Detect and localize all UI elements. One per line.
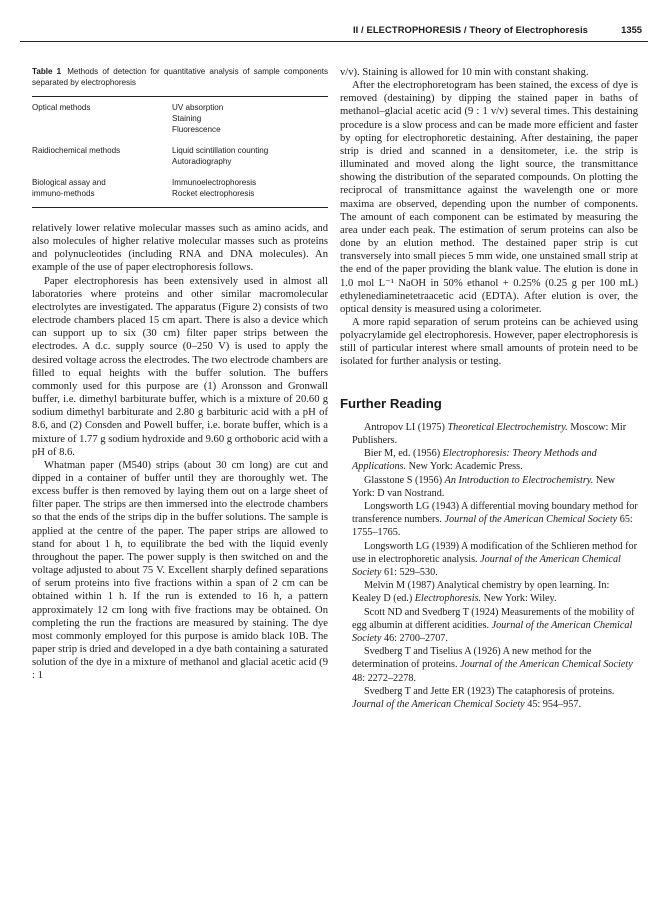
table-gap-cell <box>32 135 172 145</box>
reference-text: Longsworth LG (1943) A differential moving boundary method for transference numbers. <box>352 500 638 526</box>
reference-item <box>340 421 638 447</box>
category-line: Biological assay and <box>32 178 106 187</box>
further-reading-heading: Further Reading <box>340 395 442 411</box>
table-gap-cell <box>172 167 328 177</box>
body-paragraph: Whatman paper (M540) strips (about 30 cm long) are cut and dipped in a container of buffer until they are thoroughly wet. The excess buffer is then removed by laying them out on a large sheet of filter paper. The strips are then immersed into the electrode chambers so that the ends of the strips dip in the buffer solutions. The sample is applied at the centre of the paper. The paper strips are allowed to stand for about 1 h, to equilibrate the bed with the liquid evenly throughout the paper. The power supply is then switched on and the voltage adjusted to about 75 V. Excellent sharply defined separations of serum proteins into five fractions within a span of 2 cm can be obtained within 1 h. If the run is extended to 16 h, a pattern approximately 12 cm long with five fractions may be obtained. On completing the run the fractions are measured by staining. The dye most commonly employed for this purpose is amido black 10B. The paper strip is dried and developed in a dye bath containing a saturated solution of the dye in a mixture of methanol and glacial acetic acid (9 : 1 <box>32 459 328 682</box>
reference-item <box>340 540 638 580</box>
reference-source: Electrophoresis: Theory Methods and Applications. <box>352 448 597 473</box>
reference-item <box>340 606 638 646</box>
left-body-text <box>32 222 328 682</box>
reference-source: Journal of the American Chemical Society <box>444 514 618 526</box>
page-header <box>20 24 648 38</box>
reference-details: 61: 529–530. <box>381 566 438 578</box>
table-cell-methods <box>172 145 328 167</box>
reference-source: Journal of the American Chemical Society <box>352 553 621 578</box>
reference-details: 45: 954–957. <box>524 699 582 711</box>
body-paragraph: relatively lower relative molecular masses such as amino acids, and also molecules of higher relative molecular masses such as proteins and polynucleotides (including RNA and DNA molecules). An example of the use of paper electrophoresis follows. <box>32 223 328 274</box>
reference-details: 46: 2700–2707. <box>381 633 448 644</box>
category-line: Optical methods <box>32 103 91 112</box>
reference-details: New York: D van Nostrand. <box>352 474 616 499</box>
table-cell-methods <box>172 97 328 136</box>
reference-text: Glasstone S (1956) <box>364 474 445 486</box>
body-paragraph: Paper electrophoresis has been extensively used in almost all laboratories where proteins and other similar macromolecular electrolytes are investigated. The apparatus (Figure 2) consists of two electrode chambers placed 15 cm apart. There is also a device which can support up to six (30 cm) filter paper strips between the electrodes. A d.c. supply source (0–250 V) is used to apply the desired voltage across the electrodes. The two electrode chambers are filled to equal heights with the buffer solution. The buffers commonly used for this purpose are (1) Aronsson and Gronwall buffer, i.e. dimethyl barbiturate buffer, which is a mixture of 20.60 g sodium dimethyl barbiturate and 2.80 g barbituric acid with a pH of 8.6, and (2) Consden and Powell buffer, i.e. borate buffer, which is a mixture of 1.77 g sodium hydroxide and 9.60 g orthoboric acid with a pH of 8.6. <box>32 275 328 458</box>
right-body-text <box>340 66 638 369</box>
method-line: Autoradiography <box>172 157 232 166</box>
reference-details: 65: 1755–1765. <box>352 514 633 539</box>
right-column <box>340 66 638 711</box>
method-line: Fluorescence <box>172 125 221 134</box>
reference-item <box>340 685 638 711</box>
table-gap-cell <box>172 135 328 145</box>
reference-list <box>340 421 638 711</box>
detection-methods-table <box>32 96 328 208</box>
reference-details: 48: 2272–2278. <box>352 672 416 684</box>
reference-text: Antropov LI (1975) <box>364 421 448 433</box>
table-row <box>32 177 328 208</box>
reference-text: Scott ND and Svedberg T (1924) Measurements of the mobility of egg albumin at different acidities. <box>352 606 635 631</box>
table-cell-methods <box>172 177 328 208</box>
reference-source: Journal of the American Chemical Society <box>460 659 633 671</box>
body-paragraph: v/v). Staining is allowed for 10 min with constant shaking. <box>340 67 589 78</box>
table-1 <box>32 66 328 208</box>
reference-text: Svedberg T and Jette ER (1923) The cataphoresis of proteins. <box>364 685 615 697</box>
reference-source: Journal of the American Chemical Society <box>352 619 633 644</box>
table-row-gap <box>32 167 328 177</box>
method-line: Immunoelectrophoresis <box>172 178 257 187</box>
reference-source: An Introduction to Electrochemistry. <box>444 474 594 486</box>
running-title: II / ELECTROPHORESIS / Theory of Electrophoresis <box>352 24 588 35</box>
reference-item <box>340 500 638 540</box>
body-paragraph: After the electrophoretogram has been stained, the excess of dye is removed (destaining) by dipping the stained paper in baths of methanol–glacial acetic acid (9 : 1 v/v) several times. This destaining procedure is a slow process and can be made more efficient and faster by opting for electrophoretic destaining. After destaining, the paper strip is dried and scanned in a densitometer, i.e. the strip is illuminated and moved along the light source, the transmittance showing the distribution of the separated compounds. On plotting the reciprocal of transmittance against the wavelength one or more maxima are observed, depending upon the number of components. The amount of each component can be estimated by measuring the area under each peak. The estimation of serum proteins can also be done by an elution method. The destained paper strip is cut transversely into small pieces 5 mm wide, one unstained small strip at the end of the paper providing the blank value. The elution is done in 1.0 mol L⁻¹ NaOH in 50% ethanol + 0.25% (0.25 g per 100 mL) ethylenediaminetetraacetic acid (EDTA). After elution is over, the optical density is measured using a colorimeter. <box>340 80 638 315</box>
reference-text: Svedberg T and Tiselius A (1926) A new method for the determination of proteins. <box>352 646 592 671</box>
table-caption-text: Methods of detection for quantitative analysis of sample components separated by electrophoresis <box>32 67 328 87</box>
header-rule <box>20 41 648 42</box>
table-caption <box>32 66 328 88</box>
table-cell-category <box>32 145 172 167</box>
method-line: Liquid scintillation counting <box>172 146 269 155</box>
table-caption-label: Table 1 <box>32 67 62 76</box>
table-cell-category <box>32 177 172 208</box>
reference-text: Longsworth LG (1939) A modification of the Schlieren method for use in electrophoretic analysis. <box>352 540 638 565</box>
reference-source: Journal of the American Chemical Society <box>352 699 525 711</box>
table-cell-category <box>32 97 172 136</box>
reference-details: Moscow: Mir Publishers. <box>352 421 627 446</box>
reference-item <box>340 447 638 473</box>
reference-text: Melvin M (1987) Analytical chemistry by open learning. In: Kealey D (ed.) <box>352 580 610 605</box>
body-paragraph: A more rapid separation of serum proteins can be achieved using polyacrylamide gel electrophoresis. However, paper electrophoresis is still of particular interest where small amounts of protein need to be isolated for further analysis or testing. <box>340 316 638 368</box>
reference-source: Theoretical Electrochemistry. <box>447 421 568 433</box>
method-line: Staining <box>172 114 202 123</box>
table-row-gap <box>32 135 328 145</box>
reference-text: Bier M, ed. (1956) <box>364 448 443 460</box>
method-line: UV absorption <box>172 103 224 112</box>
category-line: Raidiochemical methods <box>32 146 121 155</box>
reference-item <box>340 645 638 685</box>
category-line: immuno-methods <box>32 189 95 198</box>
page-number: 1355 <box>621 24 642 35</box>
table-gap-cell <box>32 167 172 177</box>
table-row <box>32 97 328 136</box>
left-column <box>32 66 328 682</box>
reference-details: New York: Wiley. <box>481 593 557 605</box>
method-line: Rocket electrophoresis <box>172 189 255 198</box>
reference-item <box>340 579 638 605</box>
table-row <box>32 145 328 167</box>
reference-details: New York: Academic Press. <box>406 461 523 473</box>
reference-source: Electrophoresis. <box>414 593 482 605</box>
reference-item <box>340 474 638 500</box>
